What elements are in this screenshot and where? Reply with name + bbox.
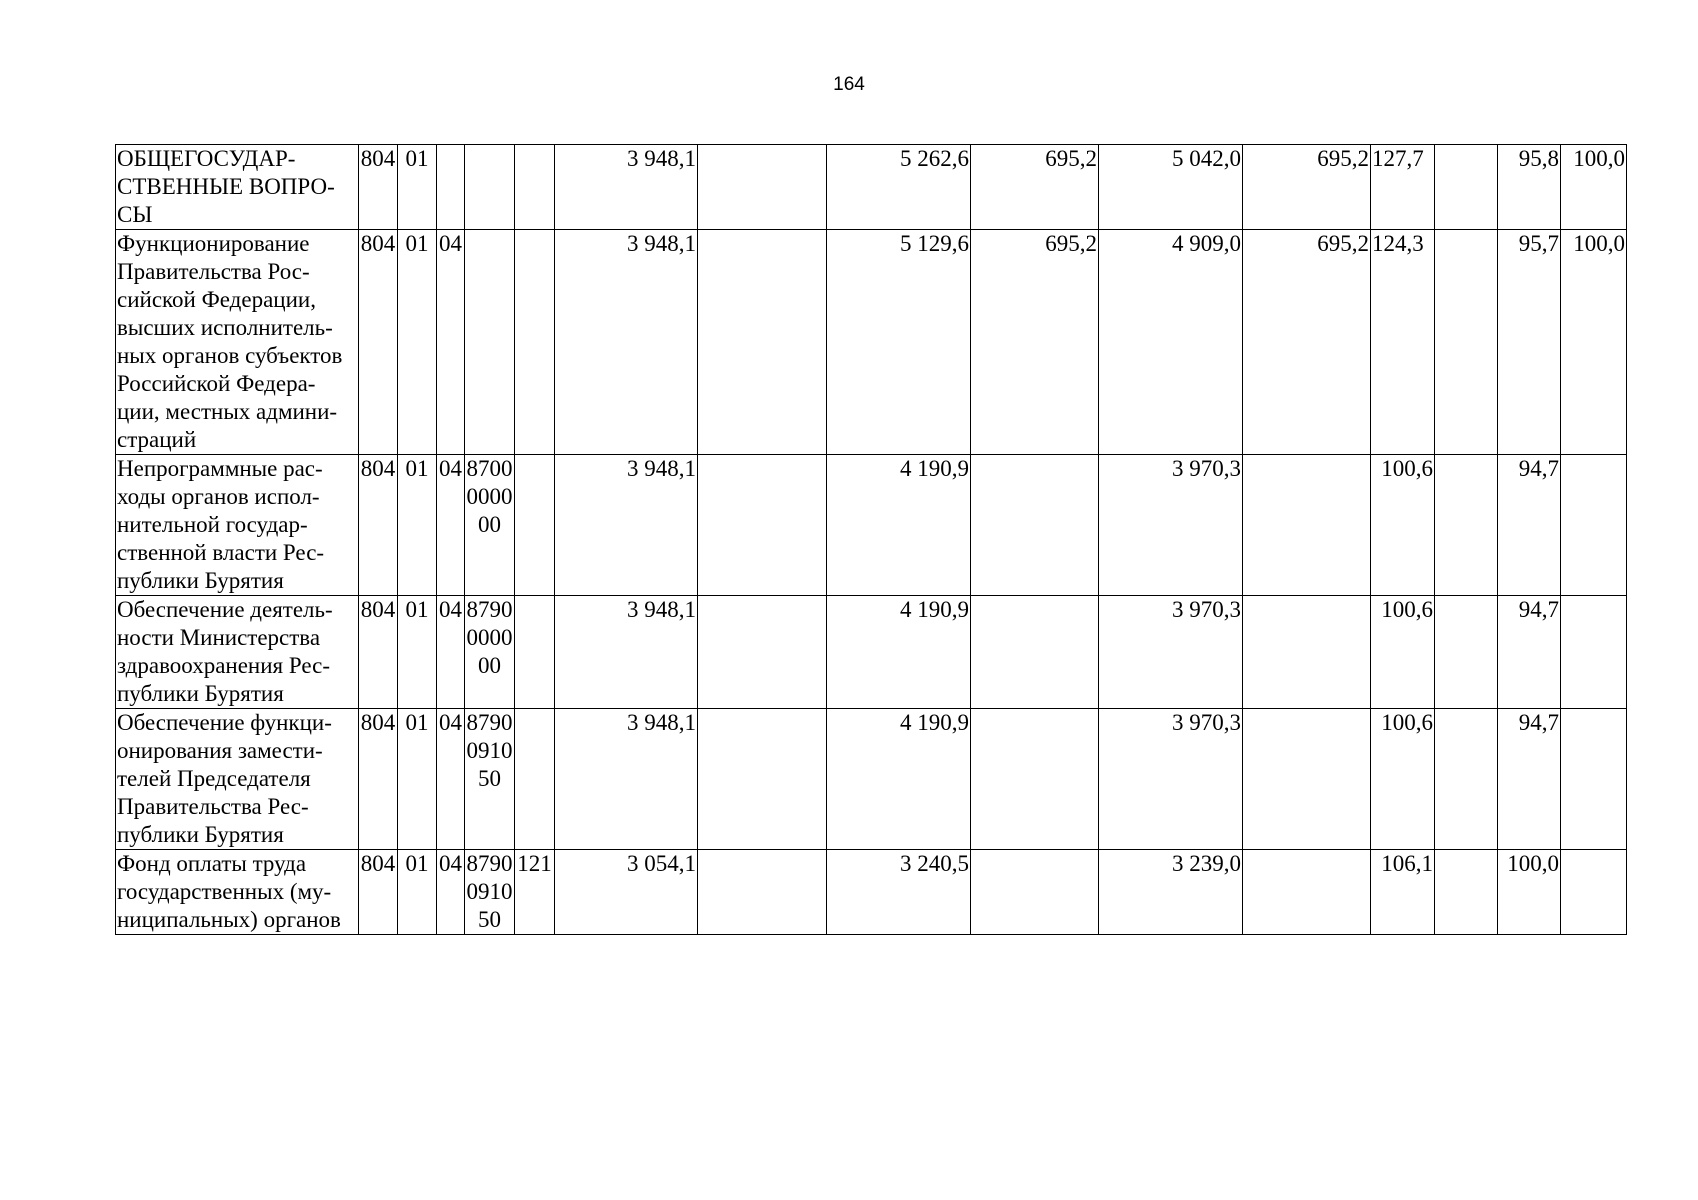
value-cell: 3 948,1 xyxy=(555,230,698,455)
value-cell: 4 909,0 xyxy=(1099,230,1243,455)
value-cell: 3 948,1 xyxy=(555,709,698,850)
value-cell xyxy=(971,709,1099,850)
row-name: Обеспечение деятель-ности Министерства здравоохранения Рес-публики Бурятия xyxy=(116,596,359,709)
value-cell: 695,2 xyxy=(1243,145,1371,230)
value-cell: 695,2 xyxy=(971,145,1099,230)
value-cell: 3 970,3 xyxy=(1099,596,1243,709)
value-cell: 4 190,9 xyxy=(827,596,971,709)
rz-code: 01 xyxy=(398,230,437,455)
rz-code: 01 xyxy=(398,145,437,230)
value-cell: 695,2 xyxy=(971,230,1099,455)
row-name: ОБЩЕГОСУДАР-СТВЕННЫЕ ВОПРО-СЫ xyxy=(116,145,359,230)
csr-code xyxy=(465,145,515,230)
row-name: Обеспечение функци-онирования замести-телей Председателя Правительства Рес-публики Бурятия xyxy=(116,709,359,850)
pr-code: 04 xyxy=(437,455,465,596)
percent-cell: 100,6 xyxy=(1371,455,1435,596)
value-cell xyxy=(1243,850,1371,935)
ved-code: 804 xyxy=(359,596,398,709)
vr-code xyxy=(515,455,555,596)
percent-cell: 95,8 xyxy=(1498,145,1561,230)
percent-cell: 94,7 xyxy=(1498,596,1561,709)
rz-code: 01 xyxy=(398,850,437,935)
rz-code: 01 xyxy=(398,455,437,596)
budget-table xyxy=(115,144,1627,935)
value-cell xyxy=(698,596,827,709)
value-cell: 5 042,0 xyxy=(1099,145,1243,230)
value-cell: 4 190,9 xyxy=(827,455,971,596)
value-cell: 3 970,3 xyxy=(1099,709,1243,850)
value-cell: 3 948,1 xyxy=(555,145,698,230)
value-cell: 5 129,6 xyxy=(827,230,971,455)
ved-code: 804 xyxy=(359,850,398,935)
rz-code: 01 xyxy=(398,596,437,709)
value-cell: 3 239,0 xyxy=(1099,850,1243,935)
ved-code: 804 xyxy=(359,230,398,455)
pr-code xyxy=(437,145,465,230)
pr-code: 04 xyxy=(437,850,465,935)
table-row xyxy=(116,850,1627,935)
value-cell xyxy=(1243,455,1371,596)
percent-cell xyxy=(1561,709,1627,850)
page-number: 164 xyxy=(833,74,865,95)
rz-code: 01 xyxy=(398,709,437,850)
percent-cell: 100,6 xyxy=(1371,709,1435,850)
pr-code: 04 xyxy=(437,596,465,709)
percent-cell: 124,3 xyxy=(1371,230,1435,455)
percent-cell xyxy=(1435,709,1498,850)
value-cell xyxy=(1243,596,1371,709)
row-name: Функционирование Правительства Рос-сийской Федерации, высших исполнитель-ных органов субъектов Российской Федера-ции, местных админи-страций xyxy=(116,230,359,455)
value-cell: 3 970,3 xyxy=(1099,455,1243,596)
table-row xyxy=(116,596,1627,709)
row-name: Фонд оплаты труда государственных (му-ниципальных) органов xyxy=(116,850,359,935)
ved-code: 804 xyxy=(359,709,398,850)
value-cell: 3 054,1 xyxy=(555,850,698,935)
percent-cell: 100,0 xyxy=(1561,230,1627,455)
value-cell xyxy=(971,850,1099,935)
table-row xyxy=(116,455,1627,596)
value-cell xyxy=(698,145,827,230)
csr-code: 8790000000 xyxy=(465,596,515,709)
percent-cell: 94,7 xyxy=(1498,455,1561,596)
value-cell xyxy=(698,455,827,596)
percent-cell xyxy=(1435,850,1498,935)
value-cell: 4 190,9 xyxy=(827,709,971,850)
table-row xyxy=(116,145,1627,230)
percent-cell: 127,7 xyxy=(1371,145,1435,230)
vr-code xyxy=(515,230,555,455)
percent-cell xyxy=(1561,850,1627,935)
csr-code: 8790091050 xyxy=(465,850,515,935)
percent-cell: 95,7 xyxy=(1498,230,1561,455)
percent-cell xyxy=(1435,145,1498,230)
value-cell: 3 948,1 xyxy=(555,596,698,709)
percent-cell xyxy=(1435,596,1498,709)
value-cell: 5 262,6 xyxy=(827,145,971,230)
ved-code: 804 xyxy=(359,145,398,230)
table-row xyxy=(116,709,1627,850)
table-row xyxy=(116,230,1627,455)
percent-cell xyxy=(1435,455,1498,596)
pr-code: 04 xyxy=(437,709,465,850)
value-cell xyxy=(971,596,1099,709)
percent-cell: 100,6 xyxy=(1371,596,1435,709)
percent-cell: 94,7 xyxy=(1498,709,1561,850)
vr-code xyxy=(515,596,555,709)
csr-code xyxy=(465,230,515,455)
ved-code: 804 xyxy=(359,455,398,596)
value-cell: 3 240,5 xyxy=(827,850,971,935)
percent-cell: 106,1 xyxy=(1371,850,1435,935)
percent-cell: 100,0 xyxy=(1498,850,1561,935)
value-cell xyxy=(1243,709,1371,850)
value-cell xyxy=(971,455,1099,596)
csr-code: 8790091050 xyxy=(465,709,515,850)
value-cell: 3 948,1 xyxy=(555,455,698,596)
csr-code: 8700000000 xyxy=(465,455,515,596)
percent-cell: 100,0 xyxy=(1561,145,1627,230)
pr-code: 04 xyxy=(437,230,465,455)
percent-cell xyxy=(1435,230,1498,455)
vr-code xyxy=(515,709,555,850)
percent-cell xyxy=(1561,455,1627,596)
value-cell xyxy=(698,709,827,850)
row-name: Непрограммные рас-ходы органов испол-нительной государ-ственной власти Рес-публики Бурятия xyxy=(116,455,359,596)
percent-cell xyxy=(1561,596,1627,709)
value-cell xyxy=(698,850,827,935)
vr-code xyxy=(515,145,555,230)
value-cell xyxy=(698,230,827,455)
vr-code: 121 xyxy=(515,850,555,935)
value-cell: 695,2 xyxy=(1243,230,1371,455)
